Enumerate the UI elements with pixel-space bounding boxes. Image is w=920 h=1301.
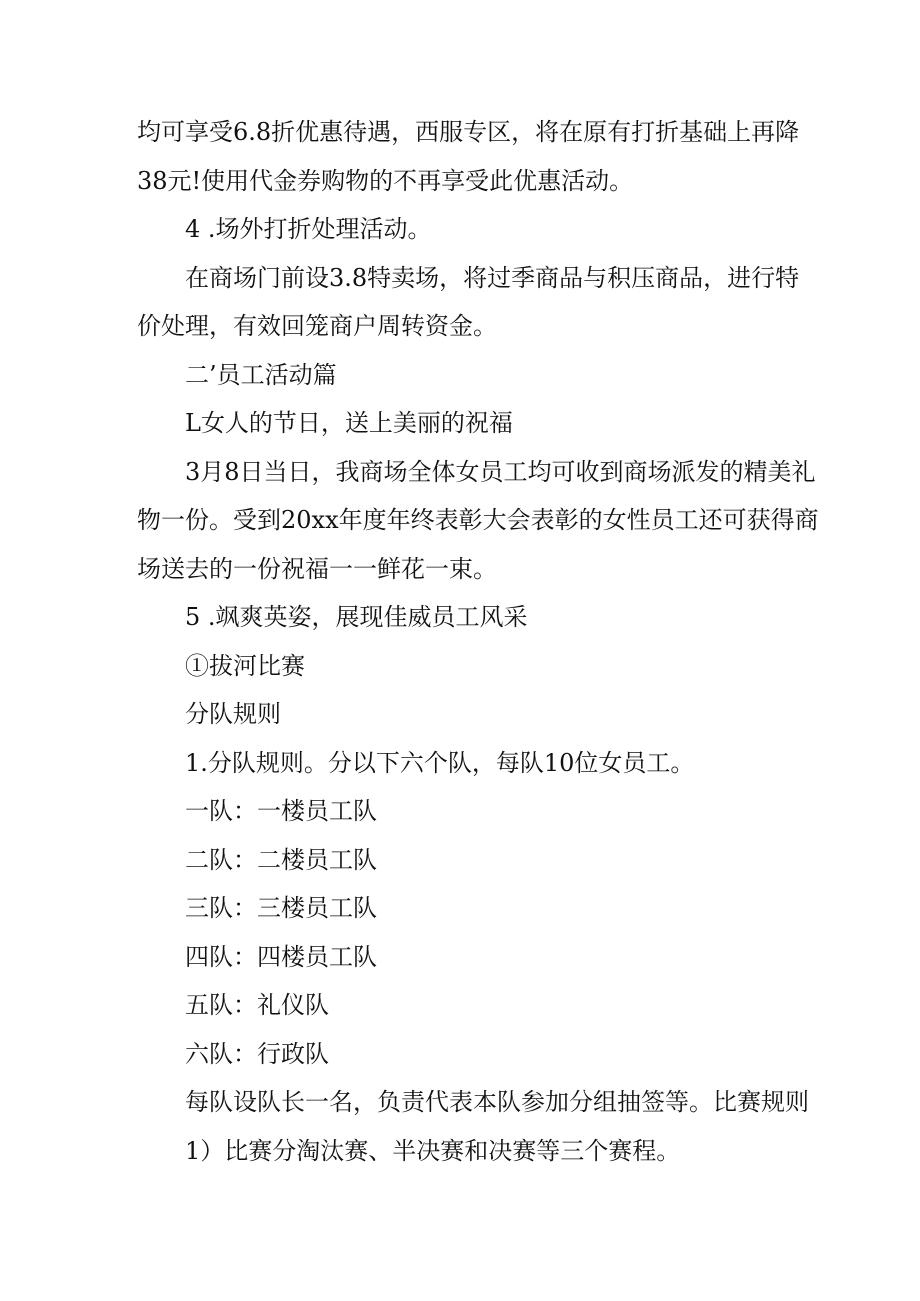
text-line: 38元!使用代金券购物的不再享受此优惠活动。 xyxy=(137,166,634,195)
paragraph-team-captain xyxy=(137,1078,809,1127)
text-line: 1）比赛分淘汰赛、半决赛和决赛等三个赛程。 xyxy=(185,1136,681,1165)
text-line: 在商场门前设3.8特卖场，将过季商品与积压商品，进行特 xyxy=(185,263,800,292)
text-line: ①拔河比赛 xyxy=(185,651,305,680)
text-line: 四队：四楼员工队 xyxy=(185,942,377,971)
subheading-staff-showcase xyxy=(137,593,797,642)
subheading-womens-day-blessing xyxy=(137,399,797,448)
paragraph-team-division xyxy=(137,739,797,788)
text-line: 二’员工活动篇 xyxy=(185,360,337,389)
text-line: 六队：行政队 xyxy=(185,1039,329,1068)
subheading-team-rules xyxy=(137,690,797,739)
list-item-team-3 xyxy=(137,884,797,933)
text-line: 1.分队规则。分以下六个队，每队10位女员工。 xyxy=(185,748,695,777)
text-line: 五队：礼仪队 xyxy=(185,991,329,1019)
text-line: 价处理，有效回笼商户周转资金。 xyxy=(137,312,497,340)
text-line: 每队设队长一名，负责代表本队参加分组抽签等。比赛规则 xyxy=(185,1088,809,1116)
section-heading-staff-activities xyxy=(137,351,797,400)
list-item-team-5 xyxy=(137,981,797,1030)
subheading-tug-of-war xyxy=(137,642,797,691)
text-line: 均可享受6.8折优惠待遇，西服专区，将在原有打折基础上再降 xyxy=(137,118,800,146)
text-line: 一队：一楼员工队 xyxy=(185,797,377,825)
text-line: 物一份。受到20xx年度年终表彰大会表彰的女性员工还可获得商 xyxy=(137,506,819,534)
text-line: 三队：三楼员工队 xyxy=(185,894,377,922)
paragraph-match-stages xyxy=(137,1127,797,1176)
text-line: 场送去的一份祝福一一鲜花一束。 xyxy=(137,554,497,583)
list-item-team-4 xyxy=(137,933,797,982)
paragraph-discount-terms xyxy=(137,108,800,205)
paragraph-gift-distribution xyxy=(137,448,819,594)
list-item-team-6 xyxy=(137,1030,797,1079)
list-item-team-1 xyxy=(137,787,797,836)
text-line: 5 .飒爽英姿，展现佳威员工风采 xyxy=(185,603,528,631)
document-body xyxy=(137,108,819,1175)
list-item-team-2 xyxy=(137,836,797,885)
text-line: 二队：二楼员工队 xyxy=(185,845,377,874)
text-line: 分队规则 xyxy=(185,700,281,728)
paragraph-outdoor-sale xyxy=(137,254,800,351)
section-heading-outdoor-sale xyxy=(137,205,797,254)
text-line: L女人的节日，送上美丽的祝福 xyxy=(185,409,513,437)
text-line: 3月8日当日，我商场全体女员工均可收到商场派发的精美礼 xyxy=(185,457,816,486)
text-line: 4 .场外打折处理活动。 xyxy=(185,215,432,243)
